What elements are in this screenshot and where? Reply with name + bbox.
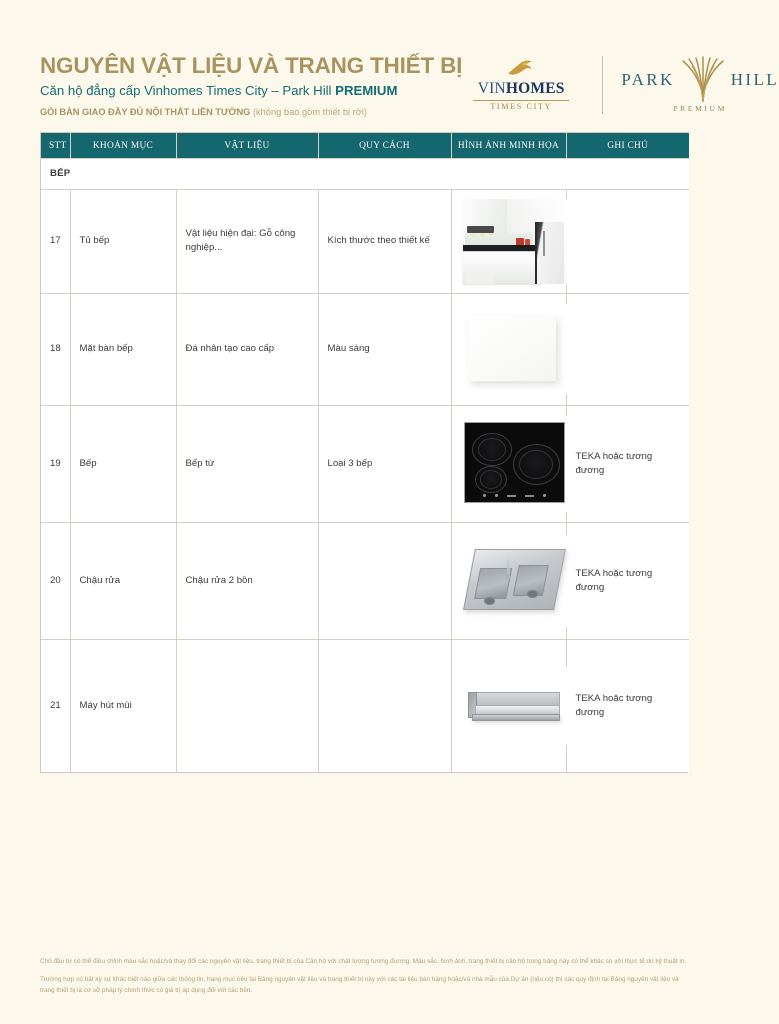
specification-table-container <box>40 132 688 773</box>
cell-image <box>451 293 566 405</box>
cell-material: Đá nhân tạo cao cấp <box>176 293 318 405</box>
cell-item: Bếp <box>70 405 176 522</box>
document-header <box>0 0 779 119</box>
parkhill-word-park: PARK <box>621 69 675 89</box>
table-row <box>41 405 689 522</box>
cell-material: Chậu rửa 2 bồn <box>176 522 318 639</box>
vinhomes-subtitle: TIMES CITY <box>490 101 553 111</box>
column-header-stt: STT <box>41 133 70 159</box>
cell-stt: 21 <box>41 639 70 772</box>
table-row <box>41 189 689 293</box>
page-subtitle <box>40 83 462 98</box>
page-title: NGUYÊN VẬT LIỆU VÀ TRANG THIẾT BỊ <box>40 53 463 78</box>
parkhill-wordmark <box>621 57 779 101</box>
cell-item: Máy hút mùi <box>70 639 176 772</box>
logo-separator <box>602 56 603 114</box>
cell-stt: 19 <box>41 405 70 522</box>
table-row <box>41 522 689 639</box>
section-label-bep: BẾP <box>41 158 689 189</box>
cell-item: Mặt bàn bếp <box>70 293 176 405</box>
column-header-item: KHOẢN MỤC <box>70 133 176 159</box>
column-header-spec: QUY CÁCH <box>318 133 451 159</box>
specification-table <box>41 133 689 772</box>
column-header-material: VẬT LIỆU <box>176 133 318 159</box>
cell-note: TEKA hoặc tương đương <box>566 522 689 639</box>
cell-material: Bếp từ <box>176 405 318 522</box>
cell-spec: Màu sáng <box>318 293 451 405</box>
cell-note <box>566 293 689 405</box>
cell-image <box>451 405 566 522</box>
parkhill-logo <box>621 57 779 114</box>
page-subtitle-prefix: Căn hộ đẳng cấp Vinhomes Times City – Park Hill <box>40 83 336 99</box>
kitchen-cabinet-photo <box>461 199 567 284</box>
delivery-package-exclusion: (không bao gồm thiết bị rời) <box>250 107 367 118</box>
induction-cooktop-photo <box>461 416 569 512</box>
cell-spec <box>318 522 451 639</box>
cell-image <box>451 522 566 639</box>
header-text-block <box>40 52 462 119</box>
disclaimer-paragraph-1: Chủ đầu tư có thể điều chỉnh màu sắc hoặc/và thay đổi các nguyên vật liệu, trang thiết bị của Căn hộ với chất lượng tương đương. Màu sắc, hình ảnh, trang thiết bị căn hộ trong bảng này có thể khác so với thực tế do kỹ thuật in. <box>40 957 687 965</box>
column-header-note: GHI CHÚ <box>566 133 689 159</box>
cell-material <box>176 639 318 772</box>
cell-item: Chậu rửa <box>70 522 176 639</box>
stone-countertop-photo <box>461 304 571 394</box>
cell-image <box>451 189 566 293</box>
parkhill-word-hill: HILL <box>730 69 779 89</box>
palm-fan-icon <box>677 57 729 101</box>
vinhomes-word-homes: HOMES <box>505 80 565 98</box>
vinhomes-wordmark <box>478 81 565 97</box>
bird-icon <box>505 59 538 79</box>
disclaimer-paragraph-2: Trường hợp có bất kỳ sự khác biệt nào giữa các thông tin, hạng mục nêu tại Bảng nguyên vật liệu và trang thiết bị này với các tài liệu bán hàng hoặc/và nhà mẫu của Dự án (nếu có) thì các quy định tại Bảng nguyên vật liệu và trang thiết bị là cơ sở pháp lý chính thức có giá trị áp dụng đối với các bên. <box>40 976 679 994</box>
logo-group <box>462 52 779 114</box>
cell-stt: 17 <box>41 189 70 293</box>
cell-spec: Kích thước theo thiết kế <box>318 189 451 293</box>
table-row <box>41 639 689 772</box>
cell-stt: 20 <box>41 522 70 639</box>
vinhomes-divider-rule <box>473 100 569 101</box>
column-header-image: HÌNH ẢNH MINH HỌA <box>451 133 566 159</box>
cell-note <box>566 189 689 293</box>
footer-disclaimer <box>40 957 688 996</box>
vinhomes-word-vin: VIN <box>477 80 506 98</box>
section-row-bep <box>41 158 689 189</box>
delivery-package-label: GÓI BÀN GIAO ĐẦY ĐỦ NỘI THẤT LIỀN TƯỜNG <box>40 107 251 118</box>
table-header <box>41 133 689 159</box>
cell-spec: Loại 3 bếp <box>318 405 451 522</box>
table-body <box>41 158 689 772</box>
table-header-row <box>41 133 689 159</box>
parkhill-subtitle: PREMIUM <box>673 104 727 114</box>
double-bowl-sink-photo <box>461 535 569 627</box>
cell-material: Vật liệu hiện đại: Gỗ công nghiệp... <box>176 189 318 293</box>
cell-image <box>451 639 566 772</box>
cell-note: TEKA hoặc tương đương <box>566 639 689 772</box>
cell-stt: 18 <box>41 293 70 405</box>
table-row <box>41 293 689 405</box>
page-subtitle-premium: PREMIUM <box>335 83 398 99</box>
vinhomes-logo <box>462 59 580 111</box>
cell-spec <box>318 639 451 772</box>
delivery-package-note <box>40 107 462 118</box>
cell-note: TEKA hoặc tương đương <box>566 405 689 522</box>
cell-item: Tủ bếp <box>70 189 176 293</box>
range-hood-photo <box>461 667 569 745</box>
